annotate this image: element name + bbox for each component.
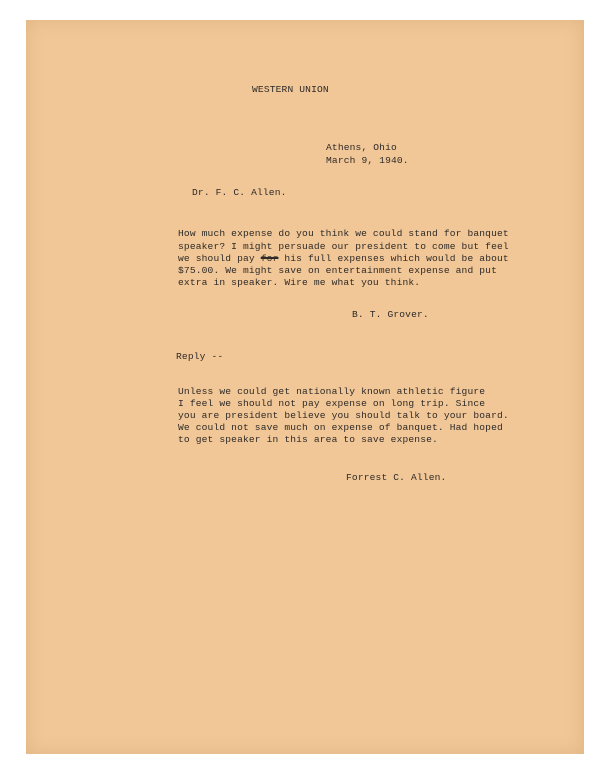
message-line: speaker? I might persuade our president to come but feel (178, 241, 509, 252)
recipient: Dr. F. C. Allen. (192, 187, 287, 198)
date: March 9, 1940. (326, 155, 409, 166)
reply-line: to get speaker in this area to save expense. (178, 434, 438, 445)
reply-line: you are president believe you should talk to your board. (178, 410, 509, 421)
reply-line: Unless we could get nationally known athletic figure (178, 386, 486, 397)
reply-label: Reply -- (176, 351, 224, 362)
message-text: we should pay (178, 253, 261, 264)
message-line (178, 253, 509, 265)
letter-page (26, 20, 584, 754)
reply-line: We could not save much on expense of banquet. Had hoped (178, 422, 503, 433)
message-line: $75.00. We might save on entertainment expense and put (178, 265, 497, 276)
sender-signature: B. T. Grover. (352, 309, 429, 320)
letterhead-title: WESTERN UNION (252, 84, 329, 95)
message-text: his full expenses which would be about (278, 253, 509, 264)
message-line: How much expense do you think we could stand for banquet (178, 228, 509, 239)
reply-line: I feel we should not pay expense on long trip. Since (178, 398, 486, 409)
struck-word: for (260, 253, 279, 264)
message-line: extra in speaker. Wire me what you think. (178, 277, 421, 288)
location: Athens, Ohio (326, 142, 397, 153)
reply-signature: Forrest C. Allen. (346, 472, 447, 483)
